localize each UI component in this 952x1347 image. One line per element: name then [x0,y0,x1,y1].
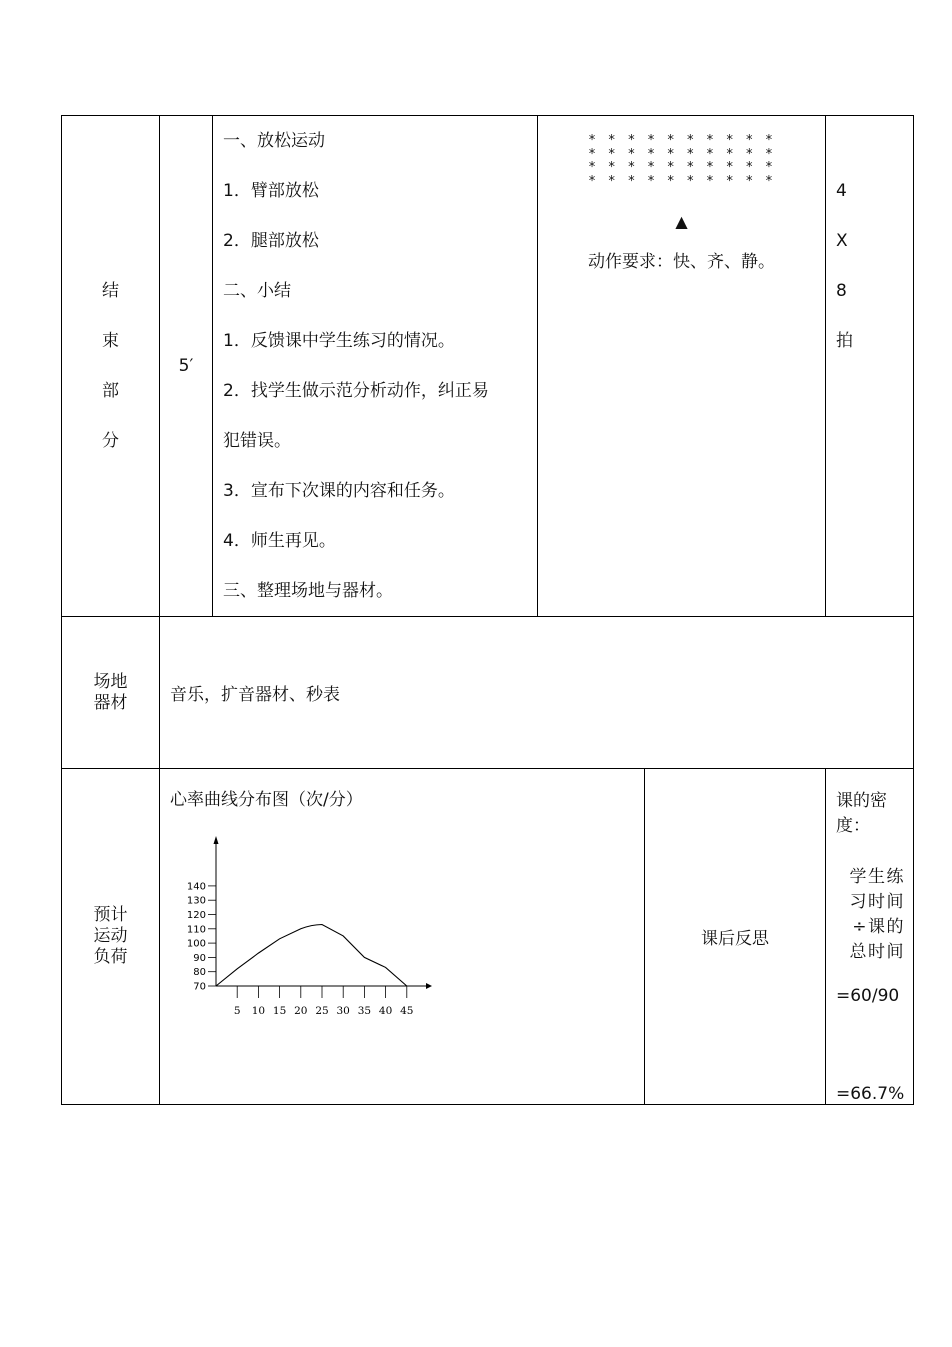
beats-char: 拍 [836,331,853,351]
y-tick-label: 120 [186,910,206,921]
lesson-plan-table [61,115,914,1105]
content-line: 3．宣布下次课的内容和任务。 [223,481,455,501]
load-label [62,769,160,1105]
formation-row: * * * * * * * * * * [588,160,775,175]
content-line: 1．臂部放松 [223,181,319,201]
end-section-content [213,116,538,617]
density-result: =66.7% [836,1084,905,1104]
content-line: 1．反馈课中学生练习的情况。 [223,331,455,351]
end-section-label-char: 束 [102,331,119,351]
x-tick-label: 40 [378,1005,393,1017]
y-tick-label: 110 [186,924,206,936]
end-section-label-char: 部 [102,381,119,401]
x-tick-label: 15 [272,1005,287,1017]
y-tick-label: 100 [186,938,206,950]
reflection-label: 课后反思 [645,769,826,1105]
x-axis-arrow [426,983,432,989]
y-tick-label: 130 [186,895,206,907]
beats-char: 8 [836,281,847,301]
y-tick-label: 140 [186,881,206,893]
content-line: 一、放松运动 [223,131,325,151]
load-row [62,769,914,1105]
x-tick-label: 5 [233,1005,241,1017]
x-tick-label: 10 [251,1005,266,1017]
content-line: 犯错误。 [223,431,291,451]
formation-row: * * * * * * * * * * [588,146,775,162]
equipment-value: 音乐，扩音器材、秒表 [160,617,914,769]
end-section-label [62,116,160,617]
action-requirement: 动作要求：快、齐、静。 [588,252,775,272]
density-formula: 学生练习时间÷课的总时间 [849,867,905,962]
teacher-triangle-icon: ▲ [675,212,688,231]
density-fraction: =60/90 [836,986,900,1006]
content-line: 2．找学生做示范分析动作，纠正易 [223,381,489,401]
density-cell [826,769,914,1105]
beats-char: 4 [836,181,847,201]
formation-row: * * * * * * * * * * [588,173,775,189]
end-section-label-char: 分 [102,431,119,451]
x-tick-label: 30 [336,1005,350,1017]
heart-rate-chart-cell [160,769,645,1105]
beats-char: X [836,231,848,251]
load-label-line: 运动 [93,926,128,946]
y-tick-label: 70 [193,981,206,993]
heart-rate-chart [164,810,464,1017]
beats-cell [826,116,914,617]
end-section-row [62,116,914,617]
y-axis-arrow [214,836,219,844]
x-tick-label: 25 [315,1005,329,1017]
load-label-line: 负荷 [93,947,128,967]
density-title: 课的密度： [836,791,887,836]
load-label-line: 预计 [93,905,128,925]
x-tick-label: 35 [357,1005,372,1017]
content-line: 4．师生再见。 [223,531,336,551]
end-section-label-char: 结 [102,281,119,301]
equipment-label-line: 场地 [93,671,128,692]
content-line: 二、小结 [223,281,291,301]
y-tick-label: 80 [193,967,206,979]
equipment-label-line: 器材 [93,692,128,713]
x-tick-label: 20 [294,1005,308,1017]
formation-row: * * * * * * * * * * [588,133,775,148]
chart-title: 心率曲线分布图（次/分） [170,790,363,810]
x-tick-label: 45 [400,1005,414,1017]
heart-rate-series-line [216,925,407,986]
end-section-time: 5′ [160,116,213,617]
equipment-row [62,617,914,769]
formation-cell [538,116,826,617]
content-line: 三、整理场地与器材。 [223,581,393,601]
formation-diagram [538,134,825,188]
y-tick-label: 90 [193,952,206,964]
content-line: 2．腿部放松 [223,231,319,251]
equipment-label [62,617,160,769]
